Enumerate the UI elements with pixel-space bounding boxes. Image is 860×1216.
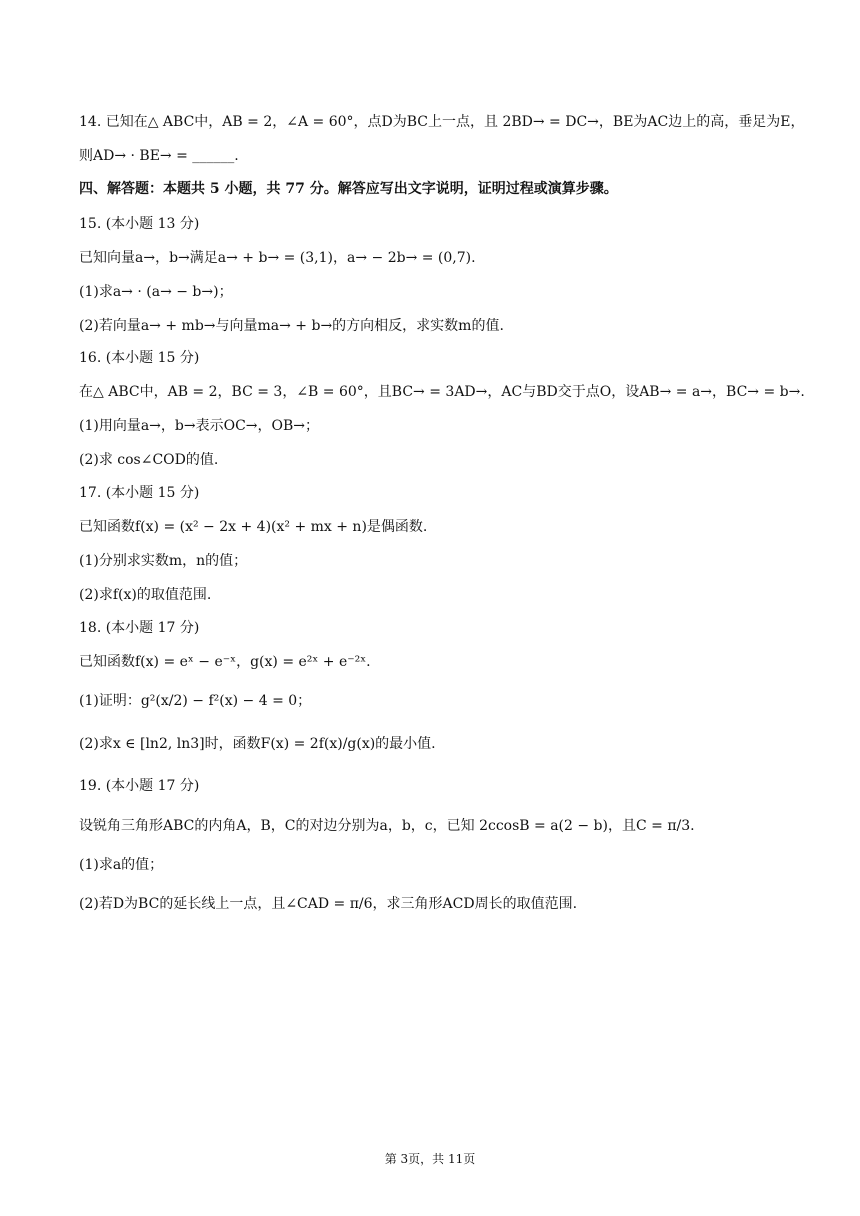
q19-stem: 设锐角三角形ABC的内角A，B，C的对边分别为a，b，c，已知 2ccosB = a(2 − b)，且C = π/3.	[79, 818, 695, 834]
q15-title: 15. (本小题 13 分)	[79, 216, 200, 232]
line-q14-b: 则AD→ · BE→ = ______.	[79, 148, 239, 164]
q17-part2: (2)求f(x)的取值范围.	[79, 587, 212, 603]
q16-title: 16. (本小题 15 分)	[79, 350, 200, 366]
section-heading: 四、解答题：本题共 5 小题，共 77 分。解答应写出文字说明，证明过程或演算步骤。	[79, 181, 618, 197]
q15-part1: (1)求a→ · (a→ − b→)；	[79, 284, 233, 300]
q15-part2: (2)若向量a→ + mb→与向量ma→ + b→的方向相反，求实数m的值.	[79, 318, 504, 334]
q19-part1: (1)求a的值；	[79, 857, 164, 873]
q17-title: 17. (本小题 15 分)	[79, 485, 200, 501]
q15-stem: 已知向量a→，b→满足a→ + b→ = (3,1)，a→ − 2b→ = (0,7).	[79, 250, 476, 266]
q18-stem: 已知函数f(x) = eˣ − e⁻ˣ，g(x) = e²ˣ + e⁻²ˣ.	[79, 654, 371, 670]
q18-part2: (2)求x ∈ [ln2, ln3]时，函数F(x) = 2f(x)/g(x)的最小值.	[79, 736, 436, 752]
q16-part2: (2)求 cos∠COD的值.	[79, 452, 219, 468]
q19-part2: (2)若D为BC的延长线上一点，且∠CAD = π/6，求三角形ACD周长的取值范围.	[79, 896, 578, 912]
q17-part1: (1)分别求实数m，n的值；	[79, 553, 248, 569]
q18-part1: (1)证明：g²(x/2) − f²(x) − 4 = 0；	[79, 693, 312, 709]
q16-stem: 在△ ABC中，AB = 2，BC = 3，∠B = 60°，且BC→ = 3AD→，AC与BD交于点O，设AB→ = a→，BC→ = b→.	[79, 384, 805, 400]
page-footer: 第 3页，共 11页	[384, 1152, 476, 1166]
line-q14-a: 14. 已知在△ ABC中，AB = 2，∠A = 60°，点D为BC上一点，且 2BD→ = DC→，BE为AC边上的高，垂足为E，	[79, 114, 805, 130]
q17-stem: 已知函数f(x) = (x² − 2x + 4)(x² + mx + n)是偶函数.	[79, 519, 428, 535]
q18-title: 18. (本小题 17 分)	[79, 620, 200, 636]
q16-part1: (1)用向量a→，b→表示OC→，OB→；	[79, 418, 320, 434]
q19-title: 19. (本小题 17 分)	[79, 778, 200, 794]
